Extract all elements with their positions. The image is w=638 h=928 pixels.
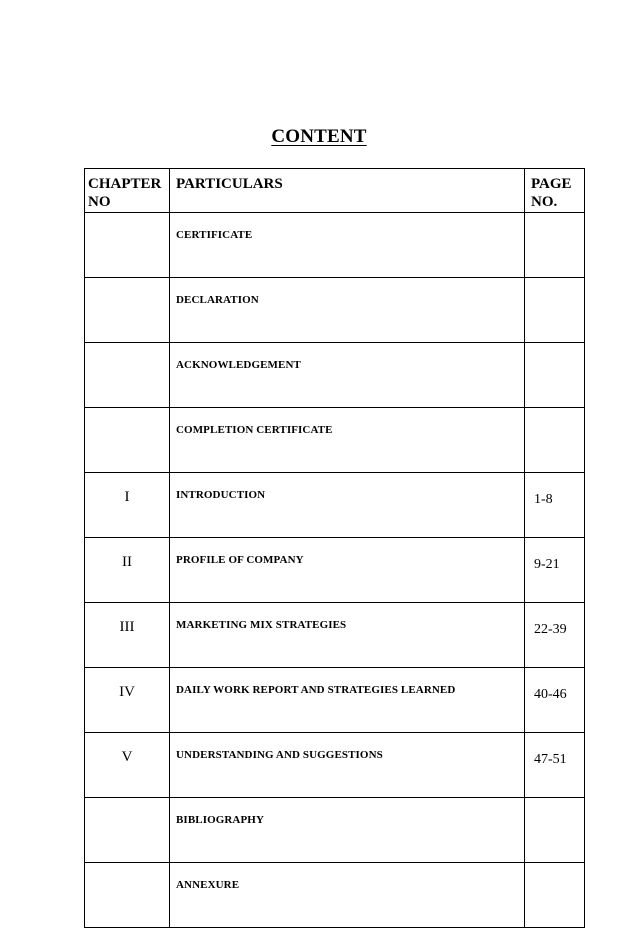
table-header-row xyxy=(85,169,585,213)
page-cell xyxy=(525,278,585,343)
particulars-cell: ACKNOWLEDGEMENT xyxy=(170,343,525,408)
table-row xyxy=(85,343,585,408)
table-row xyxy=(85,473,585,538)
table-row xyxy=(85,668,585,733)
particulars-cell: DAILY WORK REPORT AND STRATEGIES LEARNED xyxy=(170,668,525,733)
header-page-line1: PAGE xyxy=(531,176,572,192)
chapter-cell xyxy=(85,343,170,408)
page-cell xyxy=(525,408,585,473)
header-chapter-line2: NO xyxy=(88,194,111,210)
chapter-cell: III xyxy=(85,603,170,668)
page-cell: 1-8 xyxy=(525,473,585,538)
particulars-cell: DECLARATION xyxy=(170,278,525,343)
chapter-cell xyxy=(85,278,170,343)
table-row xyxy=(85,408,585,473)
header-page-line2: NO. xyxy=(531,194,558,210)
particulars-cell: ANNEXURE xyxy=(170,863,525,928)
contents-table xyxy=(84,168,585,928)
chapter-cell: IV xyxy=(85,668,170,733)
particulars-cell: UNDERSTANDING AND SUGGESTIONS xyxy=(170,733,525,798)
chapter-cell xyxy=(85,798,170,863)
page-cell xyxy=(525,213,585,278)
page-cell xyxy=(525,343,585,408)
page-cell: 9-21 xyxy=(525,538,585,603)
particulars-cell: INTRODUCTION xyxy=(170,473,525,538)
page-cell: 47-51 xyxy=(525,733,585,798)
header-particulars-label: PARTICULARS xyxy=(176,176,283,192)
chapter-cell xyxy=(85,213,170,278)
page-title: CONTENT xyxy=(271,126,367,147)
header-page-no xyxy=(525,169,585,213)
particulars-cell: PROFILE OF COMPANY xyxy=(170,538,525,603)
particulars-cell: BIBLIOGRAPHY xyxy=(170,798,525,863)
particulars-cell: COMPLETION CERTIFICATE xyxy=(170,408,525,473)
table-row xyxy=(85,213,585,278)
page-cell: 40-46 xyxy=(525,668,585,733)
chapter-cell xyxy=(85,408,170,473)
table-row xyxy=(85,798,585,863)
header-chapter-no xyxy=(85,169,170,213)
table-row xyxy=(85,538,585,603)
table-row xyxy=(85,863,585,928)
chapter-cell xyxy=(85,863,170,928)
page-cell xyxy=(525,798,585,863)
page-cell xyxy=(525,863,585,928)
table-row xyxy=(85,733,585,798)
table-row xyxy=(85,603,585,668)
chapter-cell: V xyxy=(85,733,170,798)
page-cell: 22-39 xyxy=(525,603,585,668)
chapter-cell: II xyxy=(85,538,170,603)
header-particulars xyxy=(170,169,525,213)
table-row xyxy=(85,278,585,343)
particulars-cell: MARKETING MIX STRATEGIES xyxy=(170,603,525,668)
particulars-cell: CERTIFICATE xyxy=(170,213,525,278)
chapter-cell: I xyxy=(85,473,170,538)
header-chapter-line1: CHAPTER xyxy=(88,176,162,192)
